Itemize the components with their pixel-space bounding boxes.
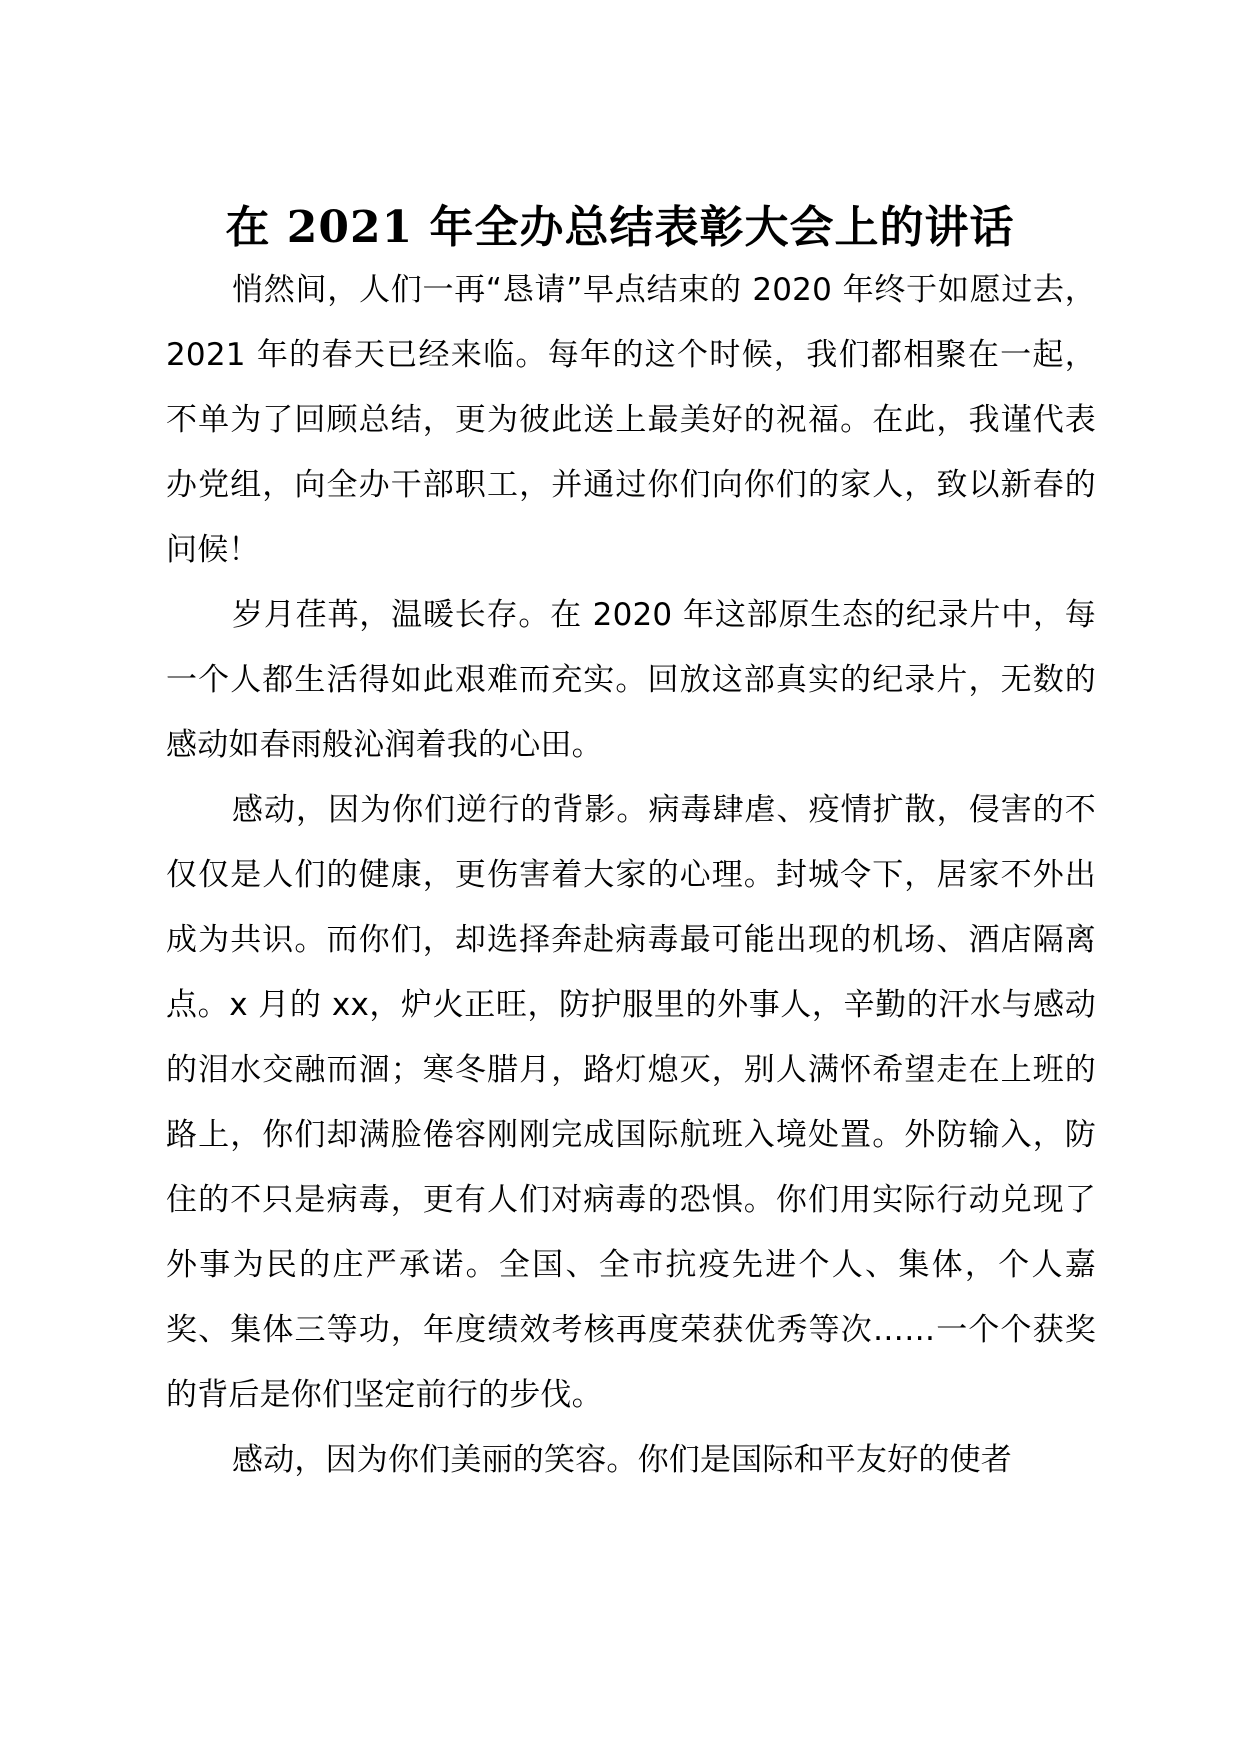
- paragraph-2: 岁月荏苒，温暖长存。在 2020 年这部原生态的纪录片中，每一个人都生活得如此艰难而充实。回放这部真实的纪录片，无数的感动如春雨般沁润着我的心田。: [166, 597, 1096, 763]
- paragraph-3: 感动，因为你们逆行的背影。病毒肆虐、疫情扩散，侵害的不仅仅是人们的健康，更伤害着大家的心理。封城令下，居家不外出成为共识。而你们，却选择奔赴病毒最可能出现的机场、酒店隔离点。x 月的 xx，炉火正旺，防护服里的外事人，辛勤的汗水与感动的泪水交融而涸；寒冬腊月，路灯熄灭，别人满怀希望走在上班的路上，你们却满脸倦容刚刚完成国际航班入境处置。外防输入，防住的不只是病毒，更有人们对病毒的恐惧。你们用实际行动兑现了外事为民的庄严承诺。全国、全市抗疫先进个人、集体，个人嘉奖、集体三等功，年度绩效考核再度荣获优秀等次……一个个获奖的背后是你们坚定前行的步伐。: [166, 792, 1096, 1413]
- paragraph-1: 悄然间，人们一再“恳请”早点结束的 2020 年终于如愿过去，2021 年的春天已经来临。每年的这个时候，我们都相聚在一起，不单为了回顾总结，更为彼此送上最美好的祝福。在此，我谨代表办党组，向全办干部职工，并通过你们向你们的家人，致以新春的问候！: [166, 272, 1096, 568]
- paragraph-4: 感动，因为你们美丽的笑容。你们是国际和平友好的使者: [232, 1442, 1012, 1478]
- document-title: 在 2021 年全办总结表彰大会上的讲话: [225, 202, 1015, 253]
- document-body: [166, 258, 1096, 1493]
